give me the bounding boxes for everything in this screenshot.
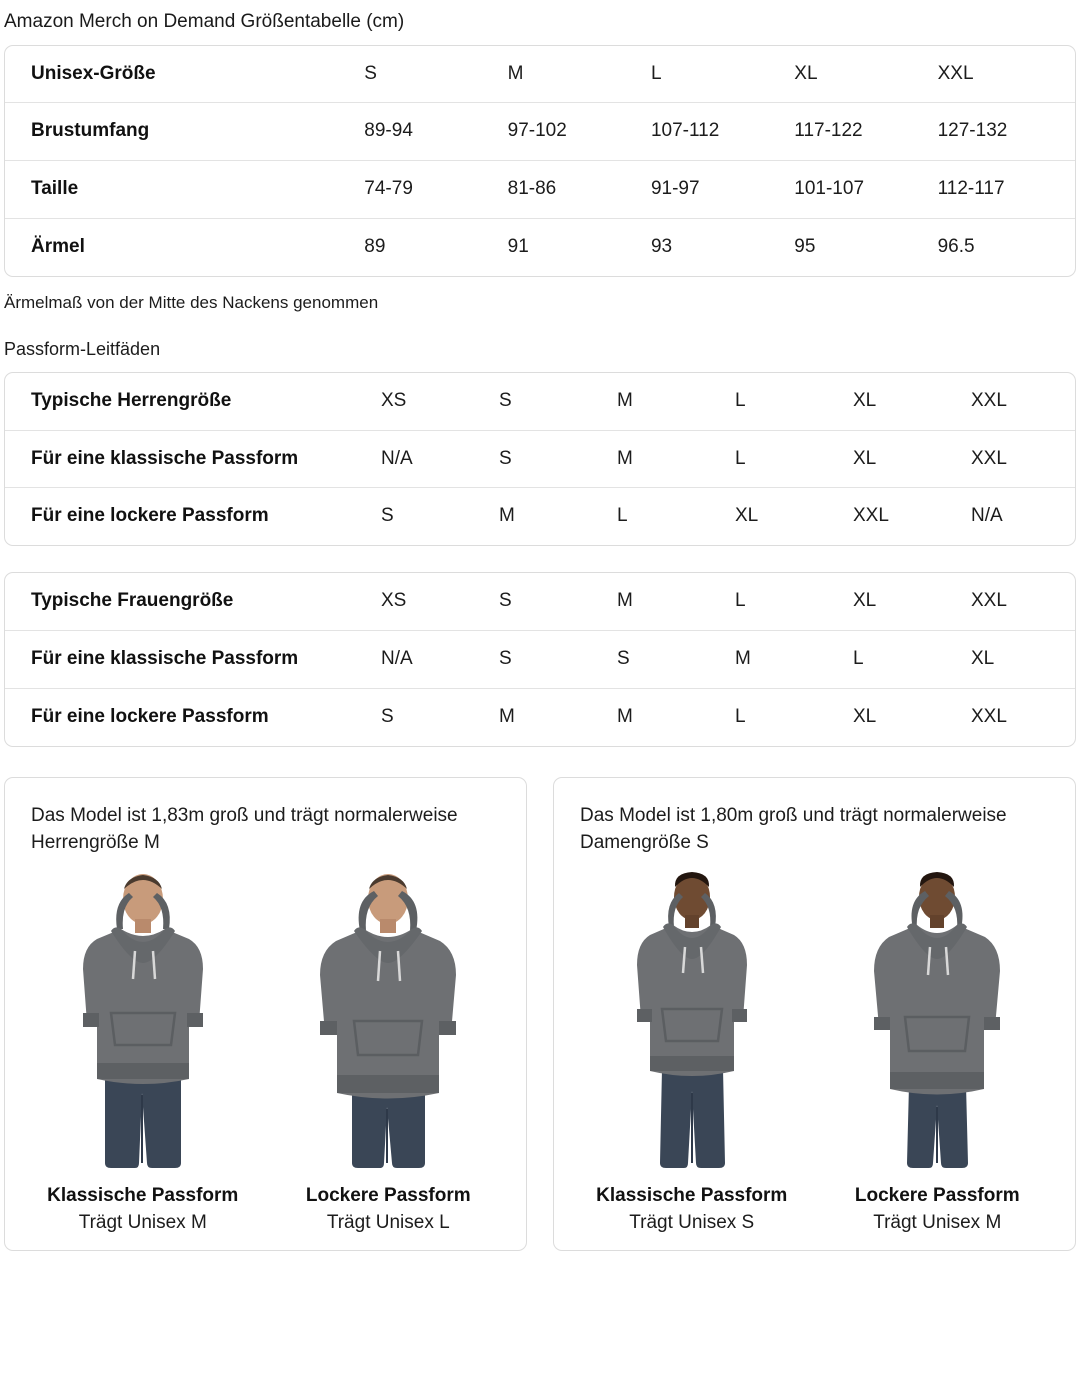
cell: XXL	[937, 62, 974, 84]
cell: XL	[847, 430, 965, 488]
cell: M	[617, 389, 633, 411]
cell: 89-94	[358, 103, 501, 161]
mens-fit-card	[4, 372, 1076, 546]
male-classic-fit-photo	[25, 863, 261, 1173]
figure-sublabel: Trägt Unisex L	[326, 1211, 450, 1233]
table-row	[5, 161, 1075, 219]
cell: S	[493, 631, 611, 689]
table-row	[5, 430, 1076, 488]
sleeve-measure-note: Ärmelmaß von der Mitte des Nackens genommen	[4, 292, 379, 312]
cell: 127-132	[932, 103, 1075, 161]
cell: 95	[788, 219, 931, 276]
female-hoodie-classic-illustration	[592, 863, 792, 1173]
female-hoodie-loose-illustration	[837, 863, 1037, 1173]
cell: 74-79	[358, 161, 501, 219]
table-row	[5, 488, 1076, 545]
measurements-table	[5, 46, 1075, 276]
cell: 117-122	[788, 103, 931, 161]
cell: XL	[847, 688, 965, 745]
cell: 112-117	[932, 161, 1075, 219]
cell: L	[729, 430, 847, 488]
cell: S	[499, 389, 512, 411]
table-row	[5, 219, 1075, 276]
cell: M	[493, 488, 611, 545]
cell: XXL	[847, 488, 965, 545]
cell: M	[493, 688, 611, 745]
female-classic-fit-photo	[574, 863, 810, 1173]
figure-sublabel: Trägt Unisex M	[78, 1211, 207, 1233]
row-label: Taille	[5, 161, 358, 219]
womens-fit-card	[4, 572, 1076, 746]
cell: S	[611, 631, 729, 689]
cell: XL	[965, 631, 1076, 689]
cell: M	[611, 430, 729, 488]
cell: S	[375, 688, 493, 745]
row-label: Brustumfang	[5, 103, 358, 161]
cell: 93	[645, 219, 788, 276]
cell: XS	[381, 590, 407, 612]
male-model-card	[4, 777, 527, 1251]
female-loose-fit-figure	[820, 863, 1056, 1234]
cell: L	[650, 62, 662, 84]
cell: S	[375, 488, 493, 545]
female-loose-fit-photo	[820, 863, 1056, 1173]
figure-label: Lockere Passform	[305, 1184, 471, 1206]
female-figures	[574, 863, 1055, 1234]
cell: XL	[794, 62, 818, 84]
table-row	[5, 573, 1076, 630]
table-row	[5, 688, 1076, 745]
cell: N/A	[375, 430, 493, 488]
cell: 91	[502, 219, 645, 276]
cell: L	[729, 688, 847, 745]
table-row	[5, 46, 1075, 103]
row-label: Ärmel	[5, 219, 358, 276]
female-model-caption: Das Model ist 1,80m groß und trägt normalerweise Damengröße S	[580, 804, 1007, 854]
male-model-caption: Das Model ist 1,83m groß und trägt normalerweise Herrengröße M	[31, 804, 458, 854]
cell: N/A	[375, 631, 493, 689]
cell: L	[735, 590, 746, 612]
figure-sublabel: Trägt Unisex S	[629, 1211, 755, 1233]
cell: 91-97	[645, 161, 788, 219]
table-row	[5, 103, 1075, 161]
cell: XXL	[971, 590, 1007, 612]
cell: M	[507, 62, 524, 84]
male-figures	[25, 863, 506, 1234]
male-loose-fit-photo	[271, 863, 507, 1173]
figure-label: Klassische Passform	[596, 1184, 788, 1206]
cell: 107-112	[645, 103, 788, 161]
female-model-card	[553, 777, 1076, 1251]
figure-sublabel: Trägt Unisex M	[873, 1211, 1002, 1233]
row-label: Für eine klassische Passform	[5, 631, 375, 689]
model-cards-row	[4, 773, 1076, 1251]
row-label: Unisex-Größe	[31, 62, 156, 84]
row-label: Für eine klassische Passform	[5, 430, 375, 488]
cell: 101-107	[788, 161, 931, 219]
cell: XL	[853, 389, 877, 411]
table-row	[5, 373, 1076, 430]
cell: XS	[381, 389, 407, 411]
row-label: Typische Frauengröße	[31, 590, 234, 612]
mens-fit-table	[5, 373, 1076, 545]
cell: XXL	[971, 389, 1007, 411]
cell: L	[847, 631, 965, 689]
cell: XXL	[965, 688, 1076, 745]
cell: S	[493, 430, 611, 488]
cell: 81-86	[502, 161, 645, 219]
cell: 96.5	[932, 219, 1075, 276]
cell: XXL	[965, 430, 1076, 488]
cell: M	[729, 631, 847, 689]
cell: 89	[358, 219, 501, 276]
cell: M	[617, 590, 633, 612]
male-hoodie-loose-illustration	[288, 863, 488, 1173]
figure-label: Lockere Passform	[854, 1184, 1020, 1206]
table-row	[5, 631, 1076, 689]
cell: XL	[729, 488, 847, 545]
cell: L	[611, 488, 729, 545]
cell: L	[735, 389, 746, 411]
measurements-card	[4, 45, 1076, 277]
fit-guides-title: Passform-Leitfäden	[4, 338, 161, 359]
womens-fit-table	[5, 573, 1076, 745]
cell: M	[611, 688, 729, 745]
female-classic-fit-figure	[574, 863, 810, 1234]
cell: XL	[853, 590, 877, 612]
male-classic-fit-figure	[25, 863, 261, 1234]
cell: N/A	[965, 488, 1076, 545]
figure-label: Klassische Passform	[47, 1184, 239, 1206]
row-label: Für eine lockere Passform	[5, 488, 375, 545]
page-title: Amazon Merch on Demand Größentabelle (cm)	[4, 11, 405, 32]
cell: 97-102	[502, 103, 645, 161]
row-label: Typische Herrengröße	[31, 389, 232, 411]
cell: S	[499, 590, 512, 612]
row-label: Für eine lockere Passform	[5, 688, 375, 745]
male-hoodie-classic-illustration	[43, 863, 243, 1173]
male-loose-fit-figure	[271, 863, 507, 1234]
cell: S	[364, 62, 377, 84]
